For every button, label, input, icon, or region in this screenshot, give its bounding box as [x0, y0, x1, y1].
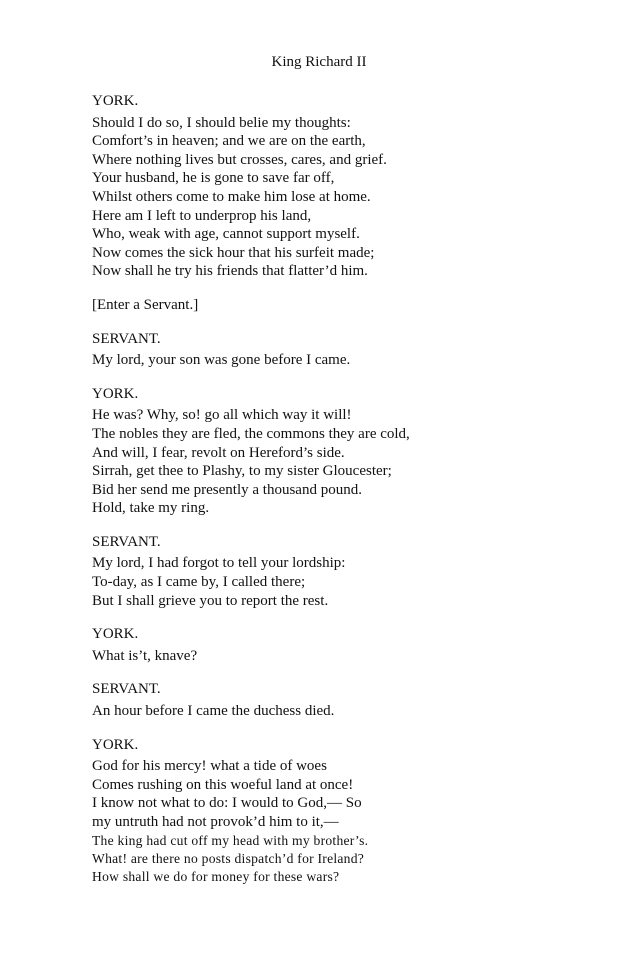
verse-line: Bid her send me presently a thousand pound. — [92, 481, 362, 498]
verse-line: Comfort’s in heaven; and we are on the earth, — [92, 133, 366, 150]
speech-servant-2 — [92, 533, 592, 610]
speech-servant-1 — [92, 330, 592, 370]
speaker-name: SERVANT. — [92, 681, 161, 698]
verse-line: What is’t, knave? — [92, 647, 198, 664]
speech-york-4 — [92, 736, 592, 887]
speaker-name: YORK. — [92, 736, 139, 753]
verse-line: Who, weak with age, cannot support myself. — [92, 226, 360, 243]
stage-direction: [Enter a Servant.] — [92, 296, 199, 313]
verse-line: Hold, take my ring. — [92, 500, 210, 517]
verse-line: An hour before I came the duchess died. — [92, 703, 335, 720]
speaker-name: SERVANT. — [92, 330, 161, 347]
stage-direction-block — [92, 296, 592, 315]
page-title: King Richard II — [271, 54, 367, 70]
verse-line: Now comes the sick hour that his surfeit made; — [92, 244, 375, 261]
verse-line: Here am I left to underprop his land, — [92, 207, 312, 224]
speaker-name: YORK. — [92, 93, 139, 109]
verse-line: The nobles they are fled, the commons they are cold, — [92, 425, 410, 442]
verse-line: Should I do so, I should belie my thoughts: — [92, 114, 351, 131]
verse-line: To-day, as I came by, I called there; — [92, 574, 306, 591]
speaker-name: SERVANT. — [92, 533, 161, 550]
verse-line: He was? Why, so! go all which way it will! — [92, 407, 352, 424]
verse-line: Your husband, he is gone to save far off, — [92, 170, 335, 187]
verse-line: But I shall grieve you to report the rest. — [92, 592, 329, 609]
verse-line: Now shall he try his friends that flatter’d him. — [92, 263, 368, 280]
verse-line: The king had cut off my head with my brother’s. — [92, 832, 369, 848]
verse-line: God for his mercy! what a tide of woes — [92, 758, 327, 775]
verse-line: What! are there no posts dispatch’d for Ireland? — [92, 850, 365, 866]
verse-line: I know not what to do: I would to God,— So — [92, 795, 362, 812]
speech-servant-3 — [92, 680, 592, 720]
verse-line: Where nothing lives but crosses, cares, and grief. — [92, 151, 387, 168]
verse-line: And will, I fear, revolt on Hereford’s side. — [92, 444, 345, 461]
verse-line: my untruth had not provok’d him to it,— — [92, 814, 339, 830]
verse-line: My lord, your son was gone before I came. — [92, 352, 351, 369]
verse-line: Comes rushing on this woeful land at once! — [92, 776, 354, 793]
verse-line: How shall we do for money for these wars? — [92, 869, 340, 884]
play-text — [92, 92, 592, 901]
speech-york-3 — [92, 625, 592, 665]
verse-line: Sirrah, get thee to Plashy, to my sister Gloucester; — [92, 463, 392, 480]
speaker-name: YORK. — [92, 385, 139, 402]
verse-line: Whilst others come to make him lose at home. — [92, 188, 371, 205]
speech-york-1 — [92, 92, 592, 281]
speaker-name: YORK. — [92, 626, 139, 643]
speech-york-2 — [92, 385, 592, 518]
verse-line: My lord, I had forgot to tell your lordship: — [92, 555, 346, 572]
